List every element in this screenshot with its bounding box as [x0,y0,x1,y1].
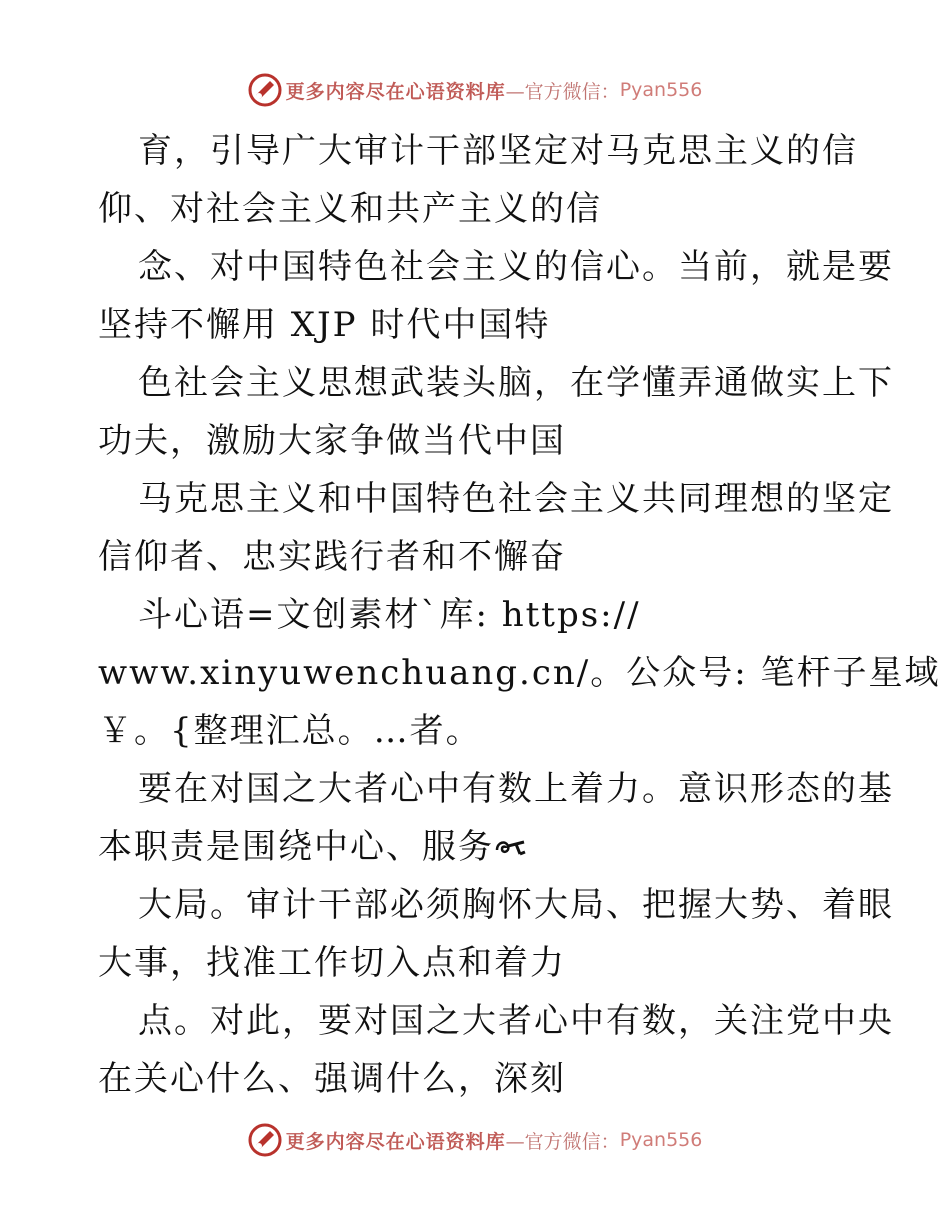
text-line: 在关心什么、强调什么，深刻 [98,1059,566,1099]
text-line: 大事，找准工作切入点和着力 [98,943,566,983]
text-line: 育，引导广大审计干部坚定对马克思主义的信 [138,131,858,171]
pen-logo-icon [248,73,282,107]
header-banner [0,70,950,110]
text-line: 信仰者、忠实践行者和不懈奋 [98,537,566,577]
text-line: 点。对此，要对国之大者心中有数，关注党中央 [138,1001,894,1041]
text-line: 要在对国之大者心中有数上着力。意识形态的基 [138,769,894,809]
text-line [98,818,878,876]
pen-logo-icon [248,1123,282,1157]
banner-wechat-id: Pyan556 [619,79,703,101]
text-line: 念、对中国特色社会主义的信心。当前，就是要 [138,247,894,287]
banner-title: 更多内容尽在心语资料库 [285,80,506,103]
text-line-content: 本职责是围绕中心、服务 [98,827,494,867]
banner-wechat-id: Pyan556 [619,1129,703,1151]
banner-title: 更多内容尽在心语资料库 [285,1130,506,1153]
text-line: www.xinyuwenchuang.cn/。公众号: 笔杆子星域 [98,653,941,693]
text-line: 马克思主义和中国特色社会主义共同理想的坚定 [138,479,894,519]
text-line: ￥。{整理汇总。…者。 [98,711,482,751]
text-line: 功夫，激励大家争做当代中国 [98,421,566,461]
text-line: 大局。审计干部必须胸怀大局、把握大势、着眼 [138,885,894,925]
footer-banner [0,1120,950,1160]
document-body [98,122,941,1108]
text-line: 仰、对社会主义和共产主义的信 [98,189,602,229]
text-line: 色社会主义思想武装头脑，在学懂弄通做实上下 [138,363,894,403]
text-line: 坚持不懈用 XJP 时代中国特 [98,305,551,345]
banner-subtitle: —官方微信： [505,80,620,103]
text-line: 斗心语=文创素材`库: https:// [138,595,641,635]
banner-subtitle: —官方微信： [505,1130,620,1153]
fleuron-ornament-icon [494,832,528,862]
